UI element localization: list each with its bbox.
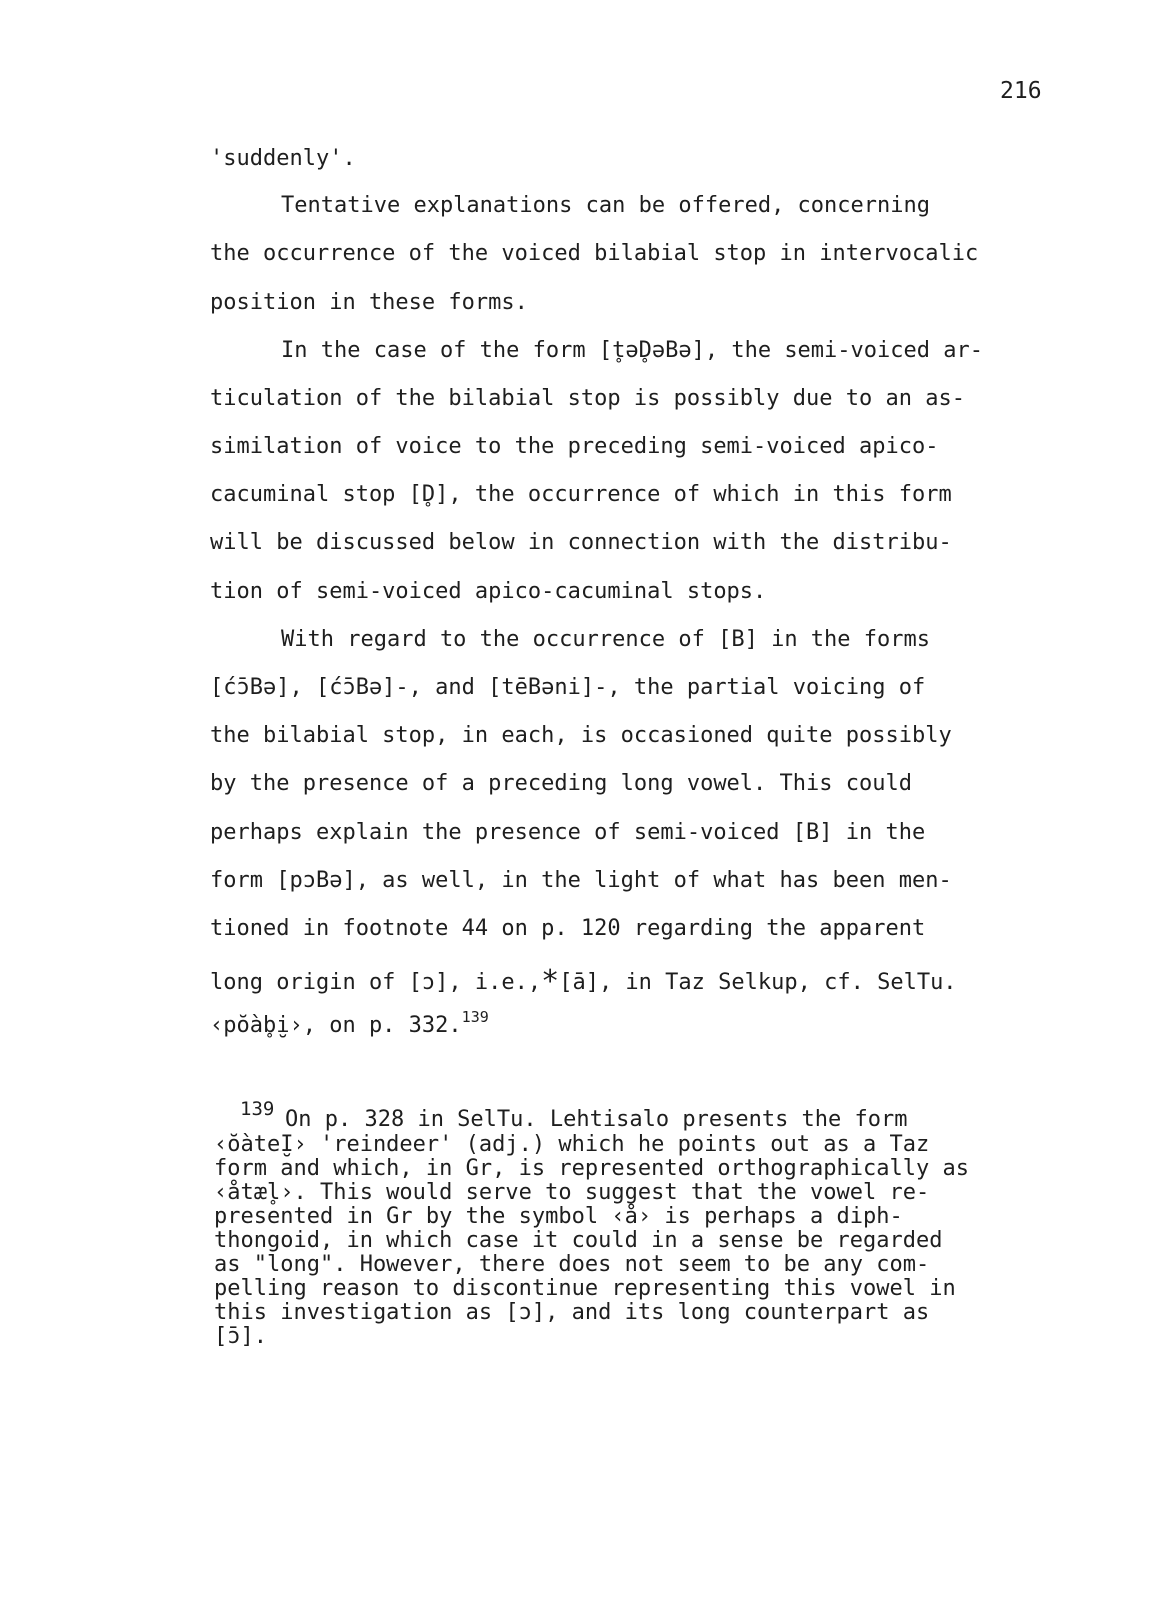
body-line: the bilabial stop, in each, is occasioned quite possibly bbox=[210, 723, 952, 748]
body-line: tion of semi-voiced apico-cacuminal stops. bbox=[210, 579, 767, 604]
line-text: ‹pŏ̀ab̥i̮›, on p. 332. bbox=[210, 1013, 462, 1038]
footnote-line: ‹ŏ̀ateI̮› 'reindeer' (adj.) which he points out as a Taz bbox=[214, 1132, 930, 1157]
body-line bbox=[210, 1008, 489, 1038]
footnote-reference: 139 bbox=[461, 1008, 489, 1026]
body-line: by the presence of a preceding long vowel. This could bbox=[210, 771, 912, 796]
body-line: [ćɔ̄Bə], [ćɔ̄Bə]-, and [tēBəni]-, the partial voicing of bbox=[210, 675, 926, 700]
footnote-line: thongoid, in which case it could in a sense be regarded bbox=[214, 1228, 943, 1253]
body-line: similation of voice to the preceding semi-voiced apico- bbox=[210, 434, 939, 459]
footnote-line: pelling reason to discontinue representing this vowel in bbox=[214, 1276, 956, 1301]
footnote-line: presented in Gr by the symbol ‹å› is perhaps a diph- bbox=[214, 1204, 903, 1229]
footnote-line: ‹åtæl̥›. This would serve to suggest that the vowel re- bbox=[214, 1180, 930, 1205]
footnote-line: as "long". However, there does not seem to be any com- bbox=[214, 1252, 930, 1277]
page-number: 216 bbox=[1000, 78, 1042, 104]
body-line: ticulation of the bilabial stop is possibly due to an as- bbox=[210, 386, 965, 411]
body-line: tioned in footnote 44 on p. 120 regarding the apparent bbox=[210, 916, 926, 941]
footnote-number: 139 bbox=[240, 1098, 275, 1120]
body-line: Tentative explanations can be offered, concerning bbox=[281, 193, 931, 218]
body-line: perhaps explain the presence of semi-voiced [B] in the bbox=[210, 820, 926, 845]
asterisk: * bbox=[541, 964, 560, 999]
footnote-line: On p. 328 in SelTu. Lehtisalo presents the form bbox=[285, 1107, 908, 1132]
footnote-line: form and which, in Gr, is represented orthographically as bbox=[214, 1156, 969, 1181]
line-text: [ā], in Taz Selkup, cf. SelTu. bbox=[559, 970, 957, 995]
footnote-line: [ɔ̄]. bbox=[214, 1324, 267, 1349]
body-line: cacuminal stop [D̥], the occurrence of which in this form bbox=[210, 482, 952, 507]
body-line: position in these forms. bbox=[210, 290, 528, 315]
line-text: long origin of [ɔ], i.e., bbox=[210, 970, 542, 995]
body-line bbox=[210, 964, 957, 999]
body-line: With regard to the occurrence of [B] in the forms bbox=[281, 627, 931, 652]
body-line: In the case of the form [t̥əD̥əBə], the semi-voiced ar- bbox=[281, 338, 983, 363]
body-line: 'suddenly'. bbox=[210, 146, 356, 171]
body-line: will be discussed below in connection with the distribu- bbox=[210, 530, 952, 555]
body-line: form [pɔBə], as well, in the light of what has been men- bbox=[210, 868, 952, 893]
footnote-line: this investigation as [ɔ], and its long counterpart as bbox=[214, 1300, 930, 1325]
body-line: the occurrence of the voiced bilabial stop in intervocalic bbox=[210, 241, 979, 266]
